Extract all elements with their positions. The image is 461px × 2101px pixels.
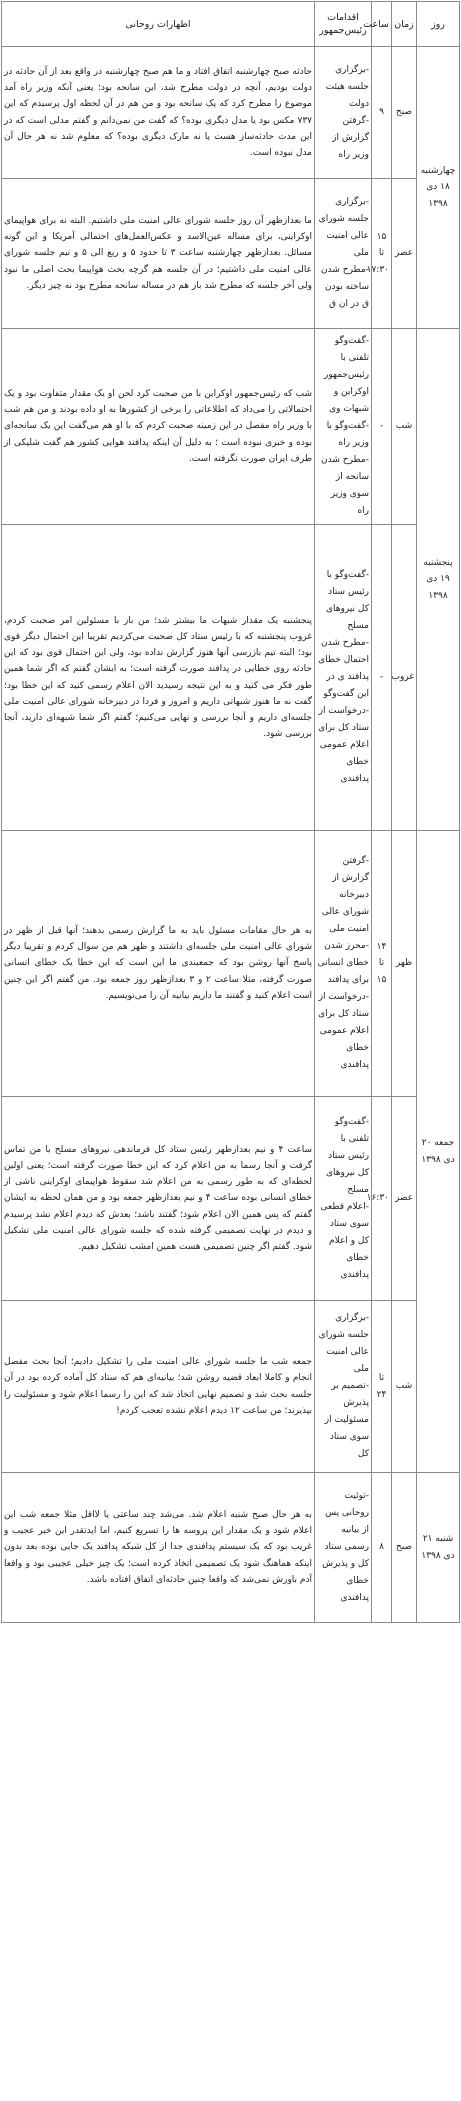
day-cell: پنجشنبه ۱۹ دی ۱۳۹۸ (417, 329, 460, 831)
action-item: -درخواست از ستاد کل برای اعلام عمومی خطای پدافندی (318, 706, 369, 784)
header-time: زمان (392, 2, 417, 47)
hour-cell: ۹ (372, 47, 392, 179)
time-cell: عصر (392, 179, 417, 329)
action-item: -برگزاری جلسه شورای عالی امنیت ملی (318, 1313, 369, 1374)
hour-cell: - (372, 329, 392, 525)
time-cell: صبح (392, 47, 417, 179)
hour-cell: ۸ (372, 1473, 392, 1623)
time-cell: شب (392, 1301, 417, 1473)
hour-cell: ۱۵ تا ۱۷:۳۰ (372, 179, 392, 329)
day-cell: شنبه ۲۱ دی ۱۳۹۸ (417, 1473, 460, 1623)
action-item: -گفت‌وگو با رئیس ستاد کل نیروهای مسلح (325, 570, 369, 631)
action-item: -برگزاری جلسه هیئت دولت (325, 64, 369, 109)
actions-cell (315, 1301, 372, 1473)
action-item: -گرفتن گزارش از دبیرخانه شورای عالی امنیت ملی (321, 856, 369, 934)
action-item: -گفت‌وگو تلفنی با رئیس‌جمهور اوکراین و شبهات وی (324, 336, 369, 414)
hour-cell: - (372, 525, 392, 831)
action-item: -گرفتن گزارش از وزیر راه (332, 115, 369, 160)
table-row (2, 1097, 460, 1301)
action-item: -محرز شدن خطای انسانی برای پدافند (317, 941, 369, 985)
timeline-table (1, 1, 460, 1623)
time-cell: ظهر (392, 831, 417, 1097)
table-row (2, 1473, 460, 1623)
action-item: -اعلام قطعی سوی ستاد کل و اعلام خطای پدافندی (320, 1201, 369, 1280)
time-cell: شب (392, 329, 417, 525)
table-header-row (2, 2, 460, 47)
hour-cell: ۱۴ تا ۱۵ (372, 831, 392, 1097)
statement-cell: پنجشنبه یک مقدار شبهات ما بیشتر شد؛ من باز با مسئولین امر صحبت کردم، غروب پنجشنبه که با رئیس ستاد کل صحبت می‌کردیم تقریبا این احتمال دیگر قوی بود؛ البته تیم بازرسی آنها هنوز گزارش نداده بود، ولی این احتمال قوی بود که این حادثه روی خطایی در پدافند صورت گرفته است؛ به ایشان گفتم که اگر شما همین طور فکر می کنید و به این نتیجه رسیدید الان اعلام رسمی کنید که این خطا بود؛ گفت نه ما هنوز شبهاتی داریم و امروز و فردا در دبیرخانه شورای عالی امنیت ملی جلسه‌ای داریم و آنجا بررسی و نهایی می‌کنیم؛ گفتم اگر شما شبهه‌ای دارید، آنجا بررسی شود. (2, 525, 315, 831)
action-item: -درخواست از ستاد کل برای اعلام عمومی خطای پدافندی (318, 992, 369, 1070)
header-actions: اقدامات رئیس‌جمهور (315, 2, 372, 47)
action-item: -مطرح شدن سانحه از سوی وزیر راه (321, 455, 369, 516)
actions-cell (315, 831, 372, 1097)
table-row (2, 831, 460, 1097)
statement-cell: به هر حال صبح شنبه اعلام شد. می‌شد چند ساعتی یا لااقل مثلا جمعه شب این اعلام شود و یک مقدار این پروسه ها را تسریع کنیم، اما ایدتقدر این خبر عجیب و غریب بود که یک سیستم پدافندی جدا از کل شبکه پدافند یک جایی بوده بعد بدون اینکه هماهنگ شود یک تصمیمی اتخاذ کرده است؛ یک چیز خیلی عجیبی بود و واقعا آدم باورش نمی‌شد که واقعا چنین حادثه‌ای اتفاق افتاده باشد. (2, 1473, 315, 1623)
statement-cell: جمعه شب ما جلسه شورای عالی امنیت ملی را تشکیل دادیم؛ آنجا بحث مفصل انجام و کاملا ابعاد قضیه روشن شد؛ بیانیه‌ای هم که ستاد کل آماده کرده بود در آن جلسه بحث شد و تصمیم نهایی اتخاذ شد که این را رسما اعلام شود و مسئولیت را بپذیرند؛ من ساعت ۱۲ دیدم اعلام نشده تعجب کردم! (2, 1301, 315, 1473)
actions-cell (315, 47, 372, 179)
statement-cell: شب که رئیس‌جمهور اوکراین با من صحبت کرد لحن او یک مقدار متفاوت بود و یک احتمالاتی را می‌داد که اطلاعاتی را برخی از کشورها به او داده بودند و من هم شب با وزیر راه مفصل در این زمینه صحبت کردم که با او هم می‌گفت این یک سانحه‌ای بوده و خبری نبوده است ؛ به دلیل آن اینکه پدافند هوایی کشور هم گفت شلیکی از طرف ایران صورت نگرفته است. (2, 329, 315, 525)
actions-cell (315, 525, 372, 831)
table-row (2, 525, 460, 831)
header-hour: ساعت (372, 2, 392, 47)
actions-cell (315, 1097, 372, 1301)
action-item: -تصمیم بر پذیرش مسئولیت از سوی ستاد کل (324, 1381, 369, 1459)
time-cell: عصر (392, 1097, 417, 1301)
action-item: -گفت‌وگو با وزیر راه (326, 421, 369, 448)
header-statements: اظهارات روحانی (2, 2, 315, 47)
statement-cell: ما بعدازظهر آن روز جلسه شورای عالی امنیت ملی داشتیم. البته نه برای هواپیمای اوکراینی، برای مساله عین‌الاسد و عکس‌العمل‌های احتمالی آمریکا و این گونه مسائل. بعدازظهر چهارشنبه ساعت ۳ تا حدود ۵ و ربع الی ۵ و نیم جلسه شورای عالی امنیت ملی داشتیم؛ در آن جلسه هم گرچه بحث هواپیما بحث اصلی ما نبود ولی آخر جلسه که مطرح شد باز هم در مساله سانحه مطرح بود نه چیز دیگر. (2, 179, 315, 329)
action-item: -برگزاری جلسه شورای عالی امنیت ملی (318, 197, 369, 258)
table-row (2, 47, 460, 179)
statement-cell: حادثه صبح چهارشنبه اتفاق افتاد و ما هم صبح چهارشنبه در واقع بعد از آن حادثه در دولت بودیم، آنچه در دولت مطرح شد، این سانحه بود؛ یعنی آنکه وزیر راه آمد موضوع را مطرح کرد که یک سانحه بود و من هم در آن لحظه اول پرسیدم که این ۷۳۷ مکس بود یا مدل دیگری بوده؟ که گفت من نمی‌دانم و گفتم مدلی است که در این مدت حادثه‌ساز هست یا نه مارک دیگری بوده؟ که معلوم شد نه هر حال آن مدل نبوده است. (2, 47, 315, 179)
time-cell: غروب (392, 525, 417, 831)
table-row (2, 179, 460, 329)
hour-cell: ۱۶:۳۰ (372, 1097, 392, 1301)
table-row (2, 1301, 460, 1473)
day-cell: چهارشنبه ۱۸ دی ۱۳۹۸ (417, 47, 460, 329)
action-item: -گفت‌وگو تلفنی با رئیس ستاد کل نیروهای مسلح (325, 1116, 369, 1195)
statement-cell: ساعت ۴ و نیم بعدازظهر رئیس ستاد کل فرماندهی نیروهای مسلح با من تماس گرفت و آنجا رسما به من اعلام کرد که این خطا صورت گرفته است؛ یعنی اولین لحظه‌ای که به طور رسمی به من اعلام شد سقوط هواپیمای اوکراینی ناشی از خطای انسانی بوده ساعت ۴ و نیم بعدازظهر جمعه بود و من همان لحظه به ایشان گفتم که پس همین الان اعلام شود؛ گفتند باشد؛ بعدش که دیدم اعلام نشد پرسیدم و دیدم در نهایت تصمیمی گرفته شده که جلسه شورای عالی امنیت ملی تشکیل شود. گفتم اگر چنین تصمیمی هست همین امشب تشکیل دهیم. (2, 1097, 315, 1301)
day-cell: جمعه ۲۰ دی ۱۳۹۸ (417, 831, 460, 1473)
header-day: روز (417, 2, 460, 47)
action-item: -مطرح شدن ساخته بودن ق در ان ق (321, 265, 369, 309)
actions-cell (315, 329, 372, 525)
actions-cell (315, 179, 372, 329)
action-item: -توئیت روحانی پس از بیانیه رسمی ستاد کل و پذیرش خطای پدافندی (322, 1491, 369, 1603)
hour-cell: تا ۲۴ (372, 1301, 392, 1473)
time-cell: صبح (392, 1473, 417, 1623)
actions-cell (315, 1473, 372, 1623)
statement-cell: به هر حال مقامات مسئول باید به ما گزارش رسمی بدهند؛ آنها قبل از ظهر در شورای عالی امنیت ملی جلسه‌ای داشتند و ظهر هم من سوال کردم و تقریبا دیگر پاسخ آنها روشن بود که جمعبندی ما این است که این خطا یک خطای انسانی صورت گرفته، مثلا ساعت ۲ و ۳ بعدازظهر روز جمعه بود. من گفتم اگر این چنین است اعلام کنید و گفتند ما داریم بیانیه آن را می‌نویسیم. (2, 831, 315, 1097)
table-row (2, 329, 460, 525)
action-item: -مطرح شدن احتمال خطای پدافند ی در این گفت‌وگو (318, 638, 369, 699)
